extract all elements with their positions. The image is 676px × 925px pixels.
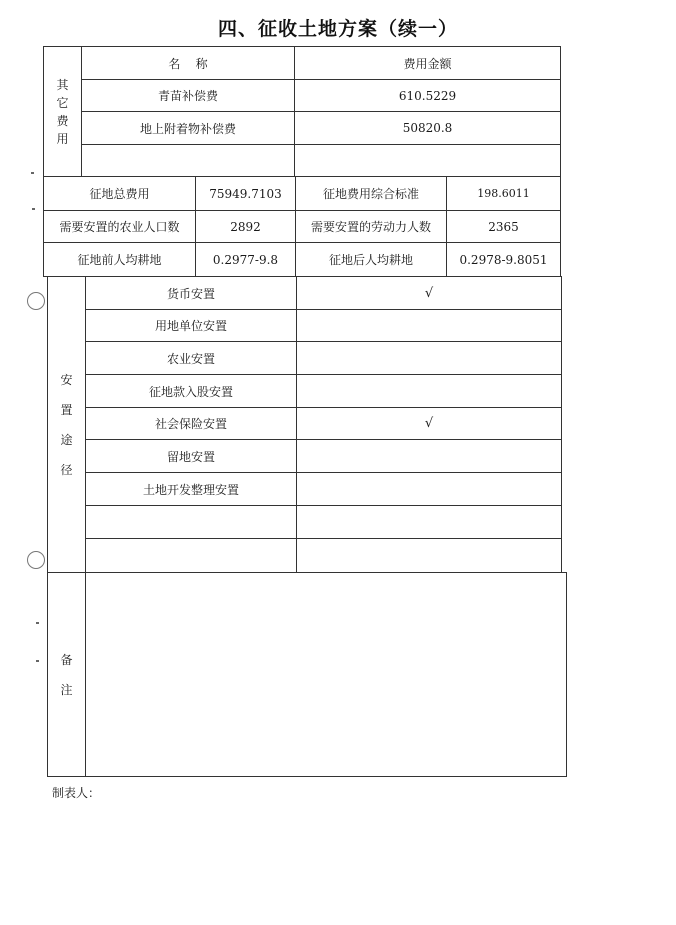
land-after-value: 0.2978-9.8051 xyxy=(446,242,561,277)
other-fees-label-char: 它 xyxy=(56,95,69,110)
resettlement-name-cell xyxy=(85,538,297,573)
fee-amount-cell: 50820.8 xyxy=(294,111,561,145)
resettlement-name-cell xyxy=(85,505,297,539)
name-column-header: 名 称 xyxy=(81,46,295,80)
fee-name-cell: 青苗补偿费 xyxy=(81,79,295,112)
resettlement-label-char: 置 xyxy=(60,402,73,417)
binder-hole xyxy=(27,551,45,569)
resettlement-check-cell: √ xyxy=(296,407,562,440)
other-fees-label-char: 用 xyxy=(56,131,69,146)
table-maker-label: 制表人： xyxy=(52,786,101,800)
resettlement-label-char: 径 xyxy=(60,462,73,477)
binder-hole xyxy=(27,292,45,310)
scan-speck xyxy=(32,208,35,210)
resettlement-check-cell xyxy=(296,538,562,573)
resettlement-name-cell: 土地开发整理安置 xyxy=(85,472,297,506)
labor-value: 2365 xyxy=(446,210,561,243)
land-before-label: 征地前人均耕地 xyxy=(43,242,196,277)
resettlement-label-char: 安 xyxy=(60,372,73,387)
resettlement-check-cell xyxy=(296,505,562,539)
amount-column-header: 费用金额 xyxy=(294,46,561,80)
labor-label: 需要安置的劳动力人数 xyxy=(295,210,447,243)
fee-name-cell: 地上附着物补偿费 xyxy=(81,111,295,145)
resettlement-name-cell: 用地单位安置 xyxy=(85,309,297,342)
total-fee-label: 征地总费用 xyxy=(43,176,196,211)
resettlement-check-cell xyxy=(296,374,562,408)
other-fees-label-char: 费 xyxy=(56,113,69,128)
resettlement-name-cell: 农业安置 xyxy=(85,341,297,375)
other-fees-label-char: 其 xyxy=(56,77,69,92)
remarks-label-char: 注 xyxy=(60,682,73,697)
resettlement-check-cell xyxy=(296,309,562,342)
resettlement-check-cell xyxy=(296,439,562,473)
scan-speck xyxy=(36,660,39,662)
fee-standard-value: 198.6011 xyxy=(446,176,561,211)
resettlement-section-label xyxy=(47,276,86,573)
resettlement-name-cell: 货币安置 xyxy=(85,276,297,310)
remarks-content xyxy=(85,572,567,777)
resettlement-label-char: 途 xyxy=(60,432,73,447)
resettlement-name-cell: 社会保险安置 xyxy=(85,407,297,440)
resettlement-check-cell xyxy=(296,341,562,375)
total-fee-value: 75949.7103 xyxy=(195,176,296,211)
page-title: 四、征收土地方案（续一） xyxy=(217,18,458,40)
resettlement-check-cell: √ xyxy=(296,276,562,310)
fee-name-cell xyxy=(81,144,295,177)
other-fees-section-label xyxy=(43,46,82,177)
population-value: 2892 xyxy=(195,210,296,243)
land-after-label: 征地后人均耕地 xyxy=(295,242,447,277)
fee-amount-cell: 610.5229 xyxy=(294,79,561,112)
scan-speck xyxy=(36,622,39,624)
remarks-label-char: 备 xyxy=(60,652,73,667)
population-label: 需要安置的农业人口数 xyxy=(43,210,196,243)
resettlement-name-cell: 征地款入股安置 xyxy=(85,374,297,408)
land-before-value: 0.2977-9.8 xyxy=(195,242,296,277)
fee-standard-label: 征地费用综合标准 xyxy=(295,176,447,211)
resettlement-name-cell: 留地安置 xyxy=(85,439,297,473)
scan-speck xyxy=(31,172,34,174)
resettlement-check-cell xyxy=(296,472,562,506)
remarks-section-label xyxy=(47,572,86,777)
fee-amount-cell xyxy=(294,144,561,177)
